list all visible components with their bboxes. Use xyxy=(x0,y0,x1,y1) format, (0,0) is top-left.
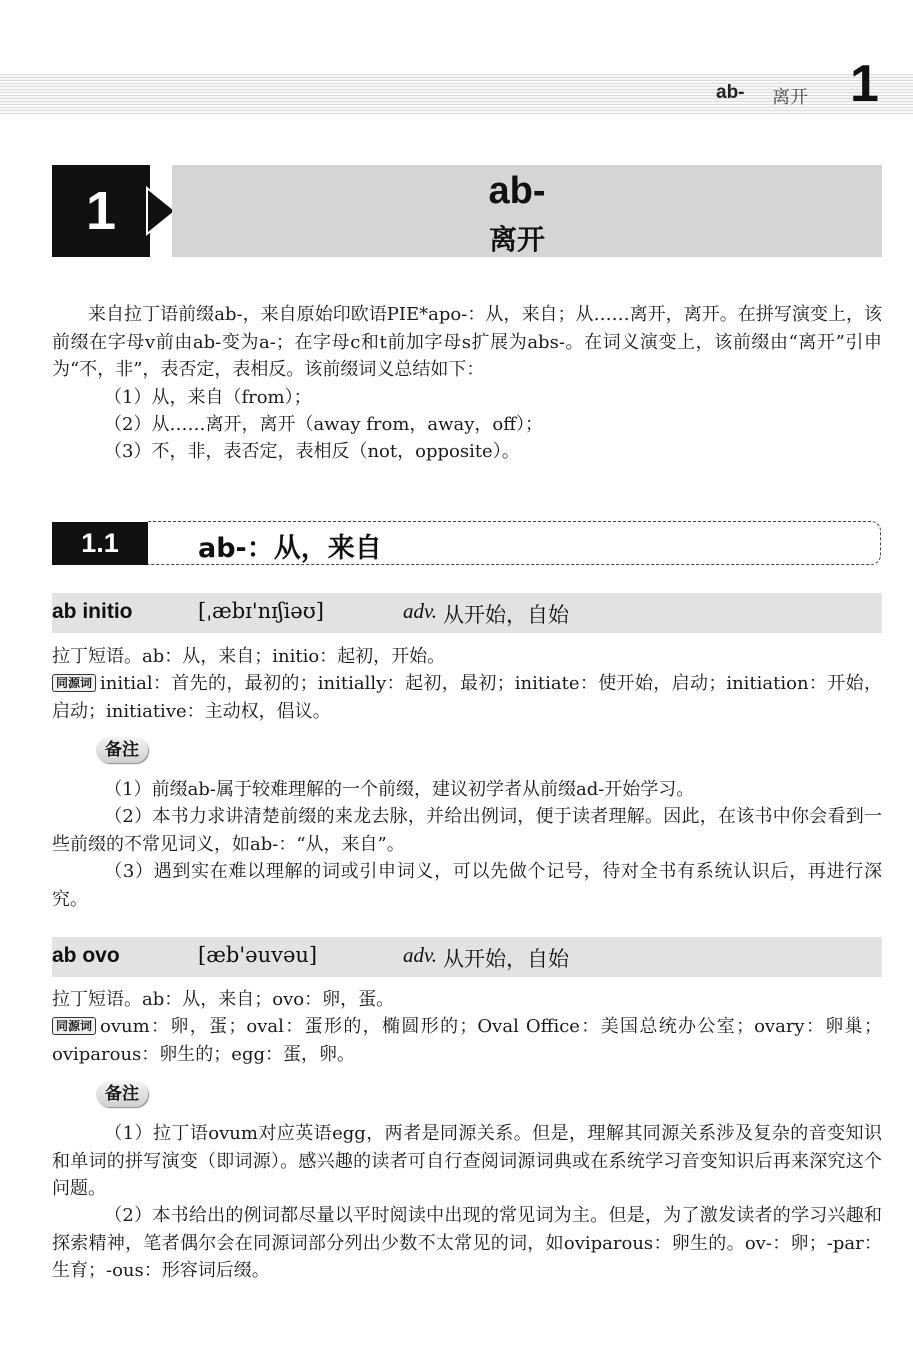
section-title: ab-：从，来自 xyxy=(198,533,382,564)
cognate-list: ovum：卵，蛋；oval：蛋形的，椭圆形的；Oval Office：美国总统办公室；ovary：卵巢；oviparous：卵生的；egg：蛋，卵。 xyxy=(52,1016,882,1065)
chapter-number: 1 xyxy=(85,181,117,241)
entry-headword: ab ovo xyxy=(52,944,120,967)
entry-etymology: 拉丁短语。ab：从，来自；ovo：卵，蛋。 xyxy=(52,989,395,1010)
entry-cognates xyxy=(52,670,882,725)
note-label: 备注 xyxy=(96,737,148,763)
entry-pronunciation: [ˌæbɪ'nɪʃiəʊ] xyxy=(198,599,324,623)
intro-list-item: （2）从……离开，离开（away from，away，off）； xyxy=(104,414,544,435)
note-paragraph: （1）前缀ab-属于较难理解的一个前缀，建议初学者从前缀ad-开始学习。 xyxy=(104,779,695,800)
section-number: 1.1 xyxy=(52,522,148,565)
entry-headword: ab initio xyxy=(52,600,133,623)
note-paragraph: （2）本书力求讲清楚前缀的来龙去脉，并给出例词，便于读者理解。因此，在该书中你会看到一些前缀的不常见词义，如ab-：“从，来自”。 xyxy=(52,806,882,855)
cognate-list: initial：首先的，最初的；initially：起初，最初；initiate：使开始，启动；initiation：开始，启动；initiative：主动权，倡议。 xyxy=(52,673,882,722)
intro-paragraph: 来自拉丁语前缀ab-，来自原始印欧语PIE*apo-：从，来自；从……离开，离开。在拼写演变上，该前缀在字母v前由ab-变为a-；在字母c和t前加字母s扩展为abs-。在词义演变上，该前缀由“离开”引申为“不，非”，表否定，表相反。该前缀词义总结如下： xyxy=(52,304,882,380)
entry-part-of-speech: adv. xyxy=(403,599,438,623)
cognate-tag: 同源词 xyxy=(52,674,96,692)
chapter-subtitle: 离开 xyxy=(488,223,545,256)
entry-pronunciation: [æb'əuvəu] xyxy=(198,943,318,967)
intro-list-item: （3）不，非，表否定，表相反（not，opposite）。 xyxy=(104,441,520,462)
entry-part-of-speech: adv. xyxy=(403,943,438,967)
entry-etymology: 拉丁短语。ab：从，来自；initio：起初，开始。 xyxy=(52,646,446,667)
page-number: 1 xyxy=(850,55,879,113)
note-label: 备注 xyxy=(96,1081,148,1107)
note-paragraph: （2）本书给出的例词都尽量以平时阅读中出现的常见词为主。但是，为了激发读者的学习兴趣和探索精神，笔者偶尔会在同源词部分列出少数不太常见的词，如oviparous：卵生的。ov-：卵；-par：生育；-ous：形容词后缀。 xyxy=(52,1205,882,1281)
entry-gloss: 从开始，自始 xyxy=(443,603,569,627)
running-header-meaning: 离开 xyxy=(772,87,808,108)
entry-gloss: 从开始，自始 xyxy=(443,947,569,971)
chapter-title: ab- xyxy=(488,170,546,212)
entry-cognates xyxy=(52,1013,882,1068)
chapter-arrow-icon xyxy=(148,190,174,232)
intro-list-item: （1）从，来自（from）； xyxy=(104,387,312,408)
note-paragraph: （3）遇到实在难以理解的词或引申词义，可以先做个记号，待对全书有系统认识后，再进行深究。 xyxy=(52,861,882,910)
cognate-tag: 同源词 xyxy=(52,1017,96,1035)
running-header-prefix: ab- xyxy=(716,82,745,103)
note-paragraph: （1）拉丁语ovum对应英语egg，两者是同源关系。但是，理解其同源关系涉及复杂的音变知识和单词的拼写演变（即词源）。感兴趣的读者可自行查阅词源词典或在系统学习音变知识后再来深究这个问题。 xyxy=(52,1123,882,1199)
